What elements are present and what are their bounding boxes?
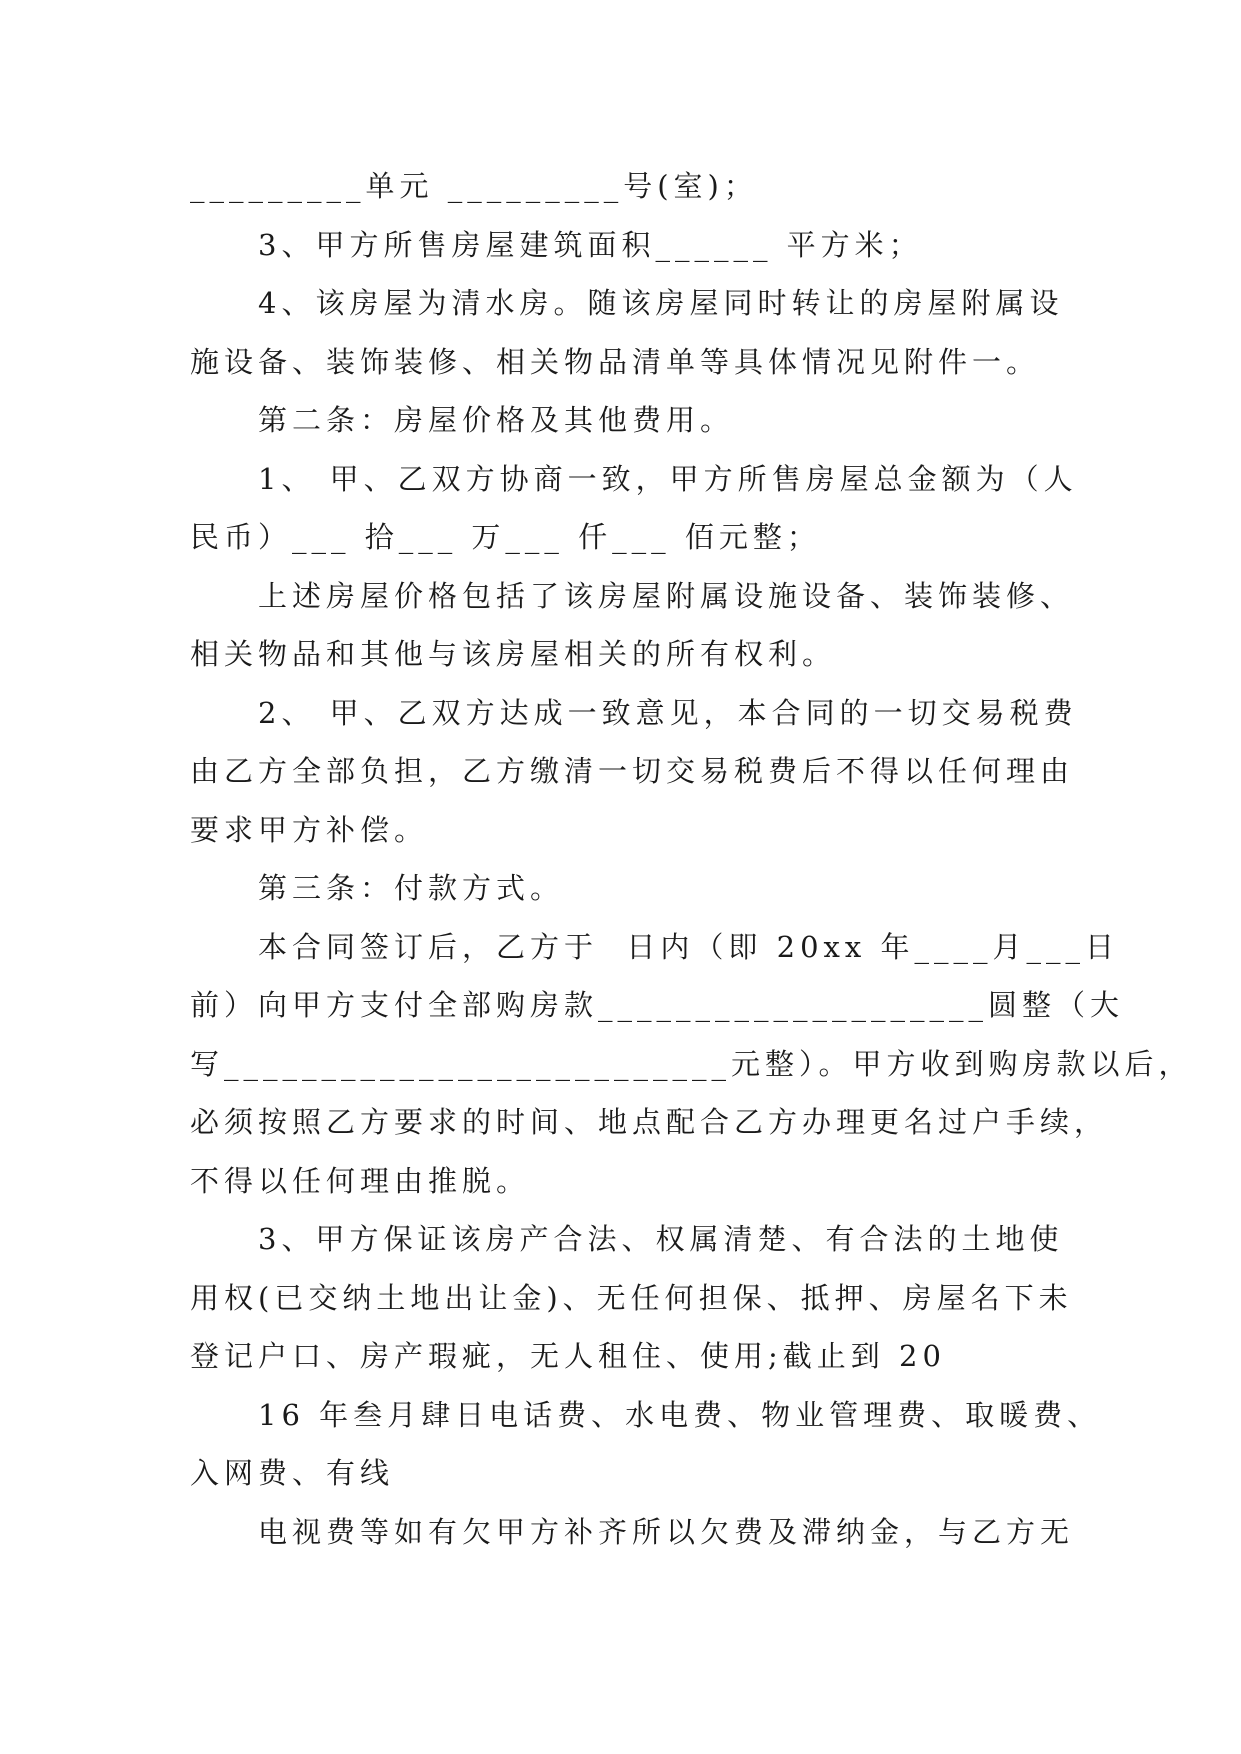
text-line: 4、该房屋为清水房。随该房屋同时转让的房屋附属设: [258, 286, 1064, 320]
text-line: 3、甲方保证该房产合法、权属清楚、有合法的土地使: [258, 1222, 1064, 1256]
text-line: 16 年叁月肆日电话费、水电费、物业管理费、取暖费、: [258, 1397, 1102, 1432]
text-line: 2、 甲、乙双方达成一致意见，本合同的一切交易税费: [258, 695, 1078, 730]
text-line: 民币）___ 拾___ 万___ 仟___ 佰元整；: [190, 520, 821, 554]
text-line: 本合同签订后，乙方于 日内（即 20xx 年____月___日: [258, 929, 1119, 964]
text-line: 3、甲方所售房屋建筑面积______ 平方米；: [258, 227, 923, 262]
contract-text: [190, 157, 1193, 1561]
text-line: 入网费、有线: [190, 1456, 395, 1490]
text-line: 必须按照乙方要求的时间、地点配合乙方办理更名过户手续，: [190, 1105, 1109, 1139]
section-heading: 第二条：房屋价格及其他费用。: [258, 403, 735, 437]
text-line: 不得以任何理由推脱。: [190, 1163, 531, 1198]
text-line: _________单元 _________号(室)；: [190, 169, 758, 203]
text-line: 用权(已交纳土地出让金)、无任何担保、抵押、房屋名下未: [190, 1280, 1073, 1315]
text-line: 上述房屋价格包括了该房屋附属设施设备、装饰装修、: [258, 578, 1075, 613]
text-line: 电视费等如有欠甲方补齐所以欠费及滞纳金，与乙方无: [258, 1514, 1075, 1549]
text-line: 前）向甲方支付全部购房款____________________圆整（大: [190, 988, 1125, 1022]
text-line: 要求甲方补偿。: [190, 812, 429, 847]
text-line: 施设备、装饰装修、相关物品清单等具体情况见附件一。: [190, 344, 1041, 379]
text-line: 1、 甲、乙双方协商一致，甲方所售房屋总金额为（人: [258, 461, 1078, 496]
section-heading: 第三条：付款方式。: [258, 871, 565, 905]
text-line: 由乙方全部负担，乙方缴清一切交易税费后不得以任何理由: [190, 754, 1075, 788]
text-line: 写__________________________元整）。甲方收到购房款以后，: [190, 1046, 1193, 1081]
text-line: 登记户口、房产瑕疵，无人租住、使用;截止到 20: [190, 1339, 946, 1373]
text-line: 相关物品和其他与该房屋相关的所有权利。: [190, 637, 837, 671]
